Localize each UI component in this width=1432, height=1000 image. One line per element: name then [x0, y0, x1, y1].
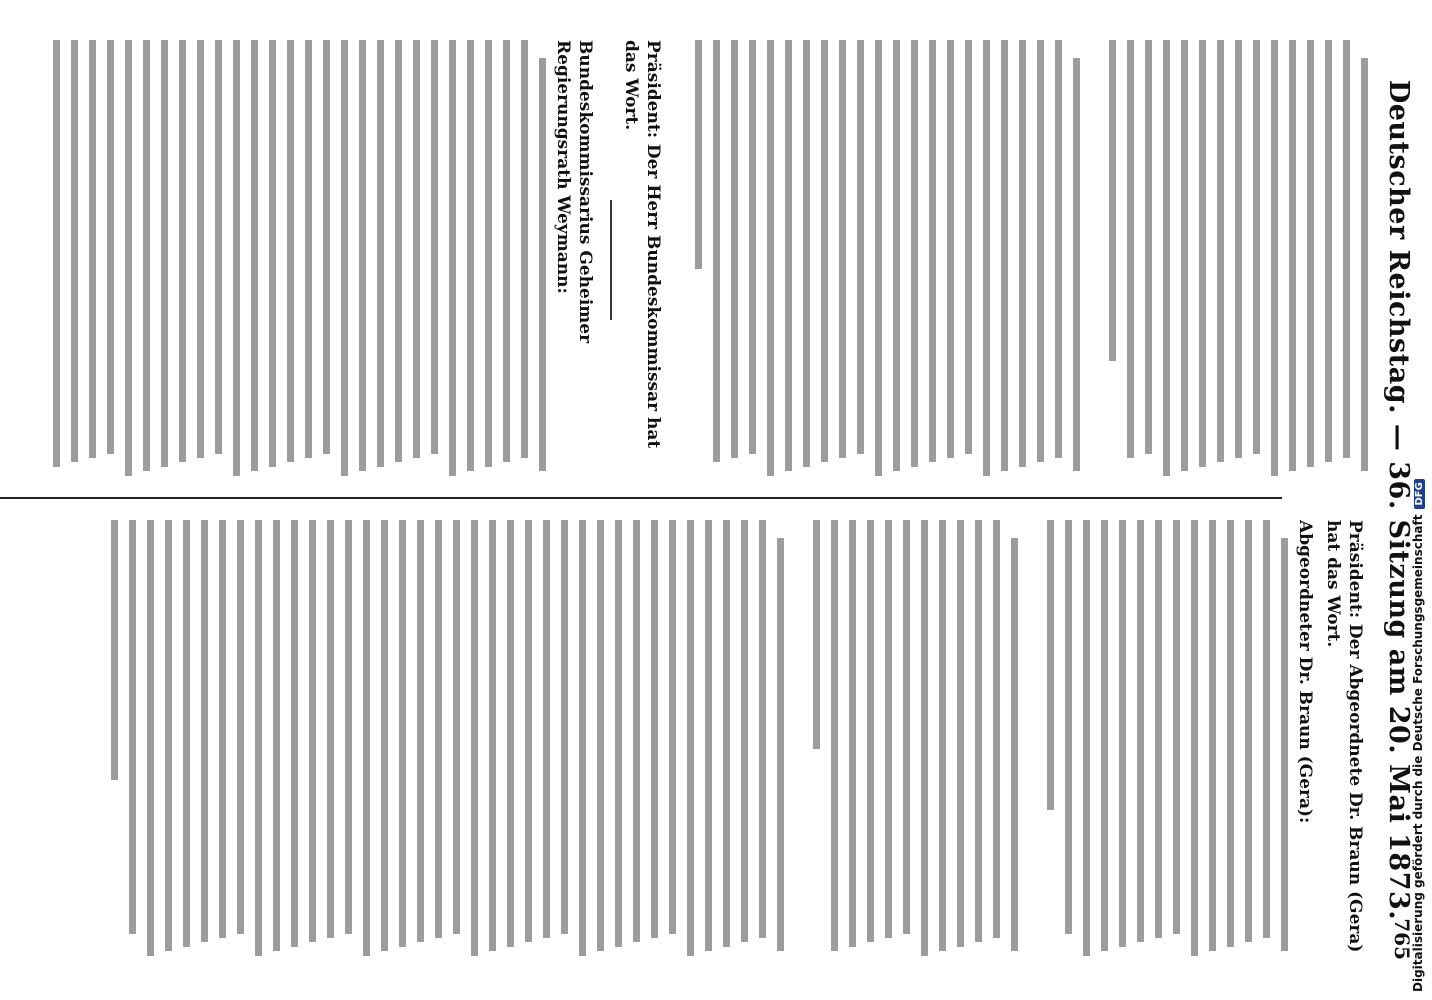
text-line	[1173, 520, 1180, 934]
text-line	[579, 520, 586, 956]
text-line	[1307, 40, 1314, 467]
text-line	[161, 40, 168, 467]
right-column-paragraph-1	[1047, 520, 1288, 960]
text-line	[1145, 40, 1152, 454]
text-line	[1253, 40, 1260, 454]
column-divider	[0, 497, 1282, 499]
text-line	[929, 40, 936, 462]
text-line	[947, 40, 954, 458]
right-column	[48, 520, 1368, 960]
text-line	[669, 520, 676, 934]
digitization-credit	[1405, 0, 1432, 1000]
text-line	[723, 520, 730, 947]
text-line	[179, 40, 186, 462]
text-line	[1155, 520, 1162, 938]
text-line	[983, 40, 990, 476]
text-line	[359, 40, 366, 471]
text-line	[129, 520, 136, 934]
text-line	[839, 40, 846, 458]
text-line	[53, 40, 60, 467]
text-line	[1245, 520, 1252, 942]
text-line	[237, 520, 244, 934]
text-line	[813, 520, 820, 749]
text-line	[749, 40, 756, 454]
text-line	[1073, 58, 1080, 472]
section-rule	[610, 200, 612, 320]
text-line	[395, 40, 402, 462]
text-line	[525, 520, 532, 942]
right-column-paragraph-2	[813, 520, 1018, 960]
text-line	[911, 40, 918, 467]
text-line	[713, 40, 720, 462]
text-line	[435, 520, 442, 938]
text-line	[1361, 58, 1368, 472]
text-line	[503, 40, 510, 462]
text-line	[867, 520, 874, 942]
text-line	[449, 40, 456, 476]
text-line	[327, 520, 334, 938]
right-column-speaker-2: Abgeordneter Dr. Braun (Gera):	[1295, 520, 1315, 824]
text-line	[993, 520, 1000, 938]
right-column-paragraph-3	[111, 520, 784, 960]
text-line	[1217, 40, 1224, 462]
text-line	[201, 520, 208, 942]
text-line	[1209, 520, 1216, 951]
text-line	[1199, 40, 1206, 467]
page-number: 765	[1390, 918, 1414, 960]
text-line	[1037, 40, 1044, 462]
text-line	[143, 40, 150, 471]
text-line	[1271, 40, 1278, 476]
text-line	[1227, 520, 1234, 947]
text-line	[597, 520, 604, 951]
left-column-paragraph-2	[695, 40, 1080, 480]
text-line	[377, 40, 384, 467]
text-line	[489, 520, 496, 951]
text-line	[857, 40, 864, 454]
text-line	[1083, 520, 1090, 956]
text-line	[957, 520, 964, 947]
text-line	[1001, 40, 1008, 471]
text-line	[165, 520, 172, 951]
text-line	[1019, 40, 1026, 467]
text-line	[921, 520, 928, 956]
right-column-speaker-1: Präsident: Der Abgeordnete Dr. Braun (Gera) hat das Wort.	[1323, 520, 1365, 953]
text-line	[399, 520, 406, 947]
text-line	[197, 40, 204, 458]
text-line	[255, 520, 262, 956]
text-line	[759, 520, 766, 938]
text-line	[107, 40, 114, 454]
text-line	[269, 40, 276, 467]
text-line	[147, 520, 154, 956]
text-line	[561, 520, 568, 934]
text-line	[1047, 520, 1054, 810]
text-line	[183, 520, 190, 947]
text-line	[821, 40, 828, 462]
text-line	[831, 520, 838, 951]
text-line	[251, 40, 258, 471]
text-line	[215, 40, 222, 454]
text-line	[939, 520, 946, 951]
left-column-speaker-1: Präsident: Der Herr Bundeskommissar hat das Wort.	[621, 40, 663, 449]
text-line	[875, 40, 882, 476]
text-line	[1289, 40, 1296, 471]
left-column-paragraph-3	[48, 40, 546, 480]
text-line	[849, 520, 856, 947]
text-line	[785, 40, 792, 471]
text-line	[1191, 520, 1198, 956]
text-line	[431, 40, 438, 454]
text-line	[345, 520, 352, 934]
text-line	[1325, 40, 1332, 462]
dfg-logo: DFG	[1414, 479, 1425, 508]
text-line	[1181, 40, 1188, 471]
left-column-speaker-2: Bundeskommissarius Geheimer Regierungsrath Weymann:	[553, 40, 595, 344]
text-line	[893, 40, 900, 471]
text-line	[651, 520, 658, 938]
text-line	[731, 40, 738, 458]
text-line	[1137, 520, 1144, 942]
text-line	[777, 538, 784, 952]
text-line	[1109, 40, 1116, 361]
text-line	[323, 40, 330, 454]
text-line	[381, 520, 388, 951]
text-line	[125, 40, 132, 476]
credit-text: Digitalisierung gefördert durch die Deutsche Forschungsgemeinschaft	[1411, 514, 1425, 992]
text-line	[291, 520, 298, 947]
text-line	[803, 40, 810, 467]
text-line	[543, 520, 550, 938]
text-line	[767, 40, 774, 476]
text-line	[885, 520, 892, 938]
text-line	[273, 520, 280, 951]
text-line	[705, 520, 712, 951]
text-line	[1281, 538, 1288, 952]
text-line	[687, 520, 694, 956]
text-line	[309, 520, 316, 942]
text-line	[539, 58, 546, 472]
text-line	[1055, 40, 1062, 458]
text-line	[219, 520, 226, 938]
text-line	[467, 40, 474, 471]
text-line	[1163, 40, 1170, 476]
text-line	[89, 40, 96, 458]
text-line	[1127, 40, 1134, 458]
text-line	[287, 40, 294, 462]
page-header-title: Deutscher Reichstag. — 36. Sitzung am 20. Mai 1873.	[1383, 79, 1414, 921]
text-line	[1263, 520, 1270, 938]
text-line	[1343, 40, 1350, 458]
text-line	[1101, 520, 1108, 951]
text-line	[903, 520, 910, 934]
text-line	[417, 520, 424, 942]
text-line	[615, 520, 622, 947]
text-line	[71, 40, 78, 462]
text-line	[111, 520, 118, 780]
text-line	[741, 520, 748, 942]
text-line	[363, 520, 370, 956]
text-line	[695, 40, 702, 269]
text-line	[1119, 520, 1126, 947]
text-line	[1235, 40, 1242, 458]
text-line	[521, 40, 528, 458]
text-line	[975, 520, 982, 942]
text-line	[341, 40, 348, 476]
text-line	[1065, 520, 1072, 934]
text-line	[965, 40, 972, 454]
text-line	[633, 520, 640, 942]
text-line	[471, 520, 478, 956]
text-line	[233, 40, 240, 476]
text-line	[305, 40, 312, 458]
text-line	[485, 40, 492, 467]
text-line	[507, 520, 514, 947]
text-line	[453, 520, 460, 934]
text-line	[1011, 538, 1018, 952]
left-column	[48, 40, 1368, 480]
left-column-paragraph-1	[1109, 40, 1368, 480]
text-line	[413, 40, 420, 458]
